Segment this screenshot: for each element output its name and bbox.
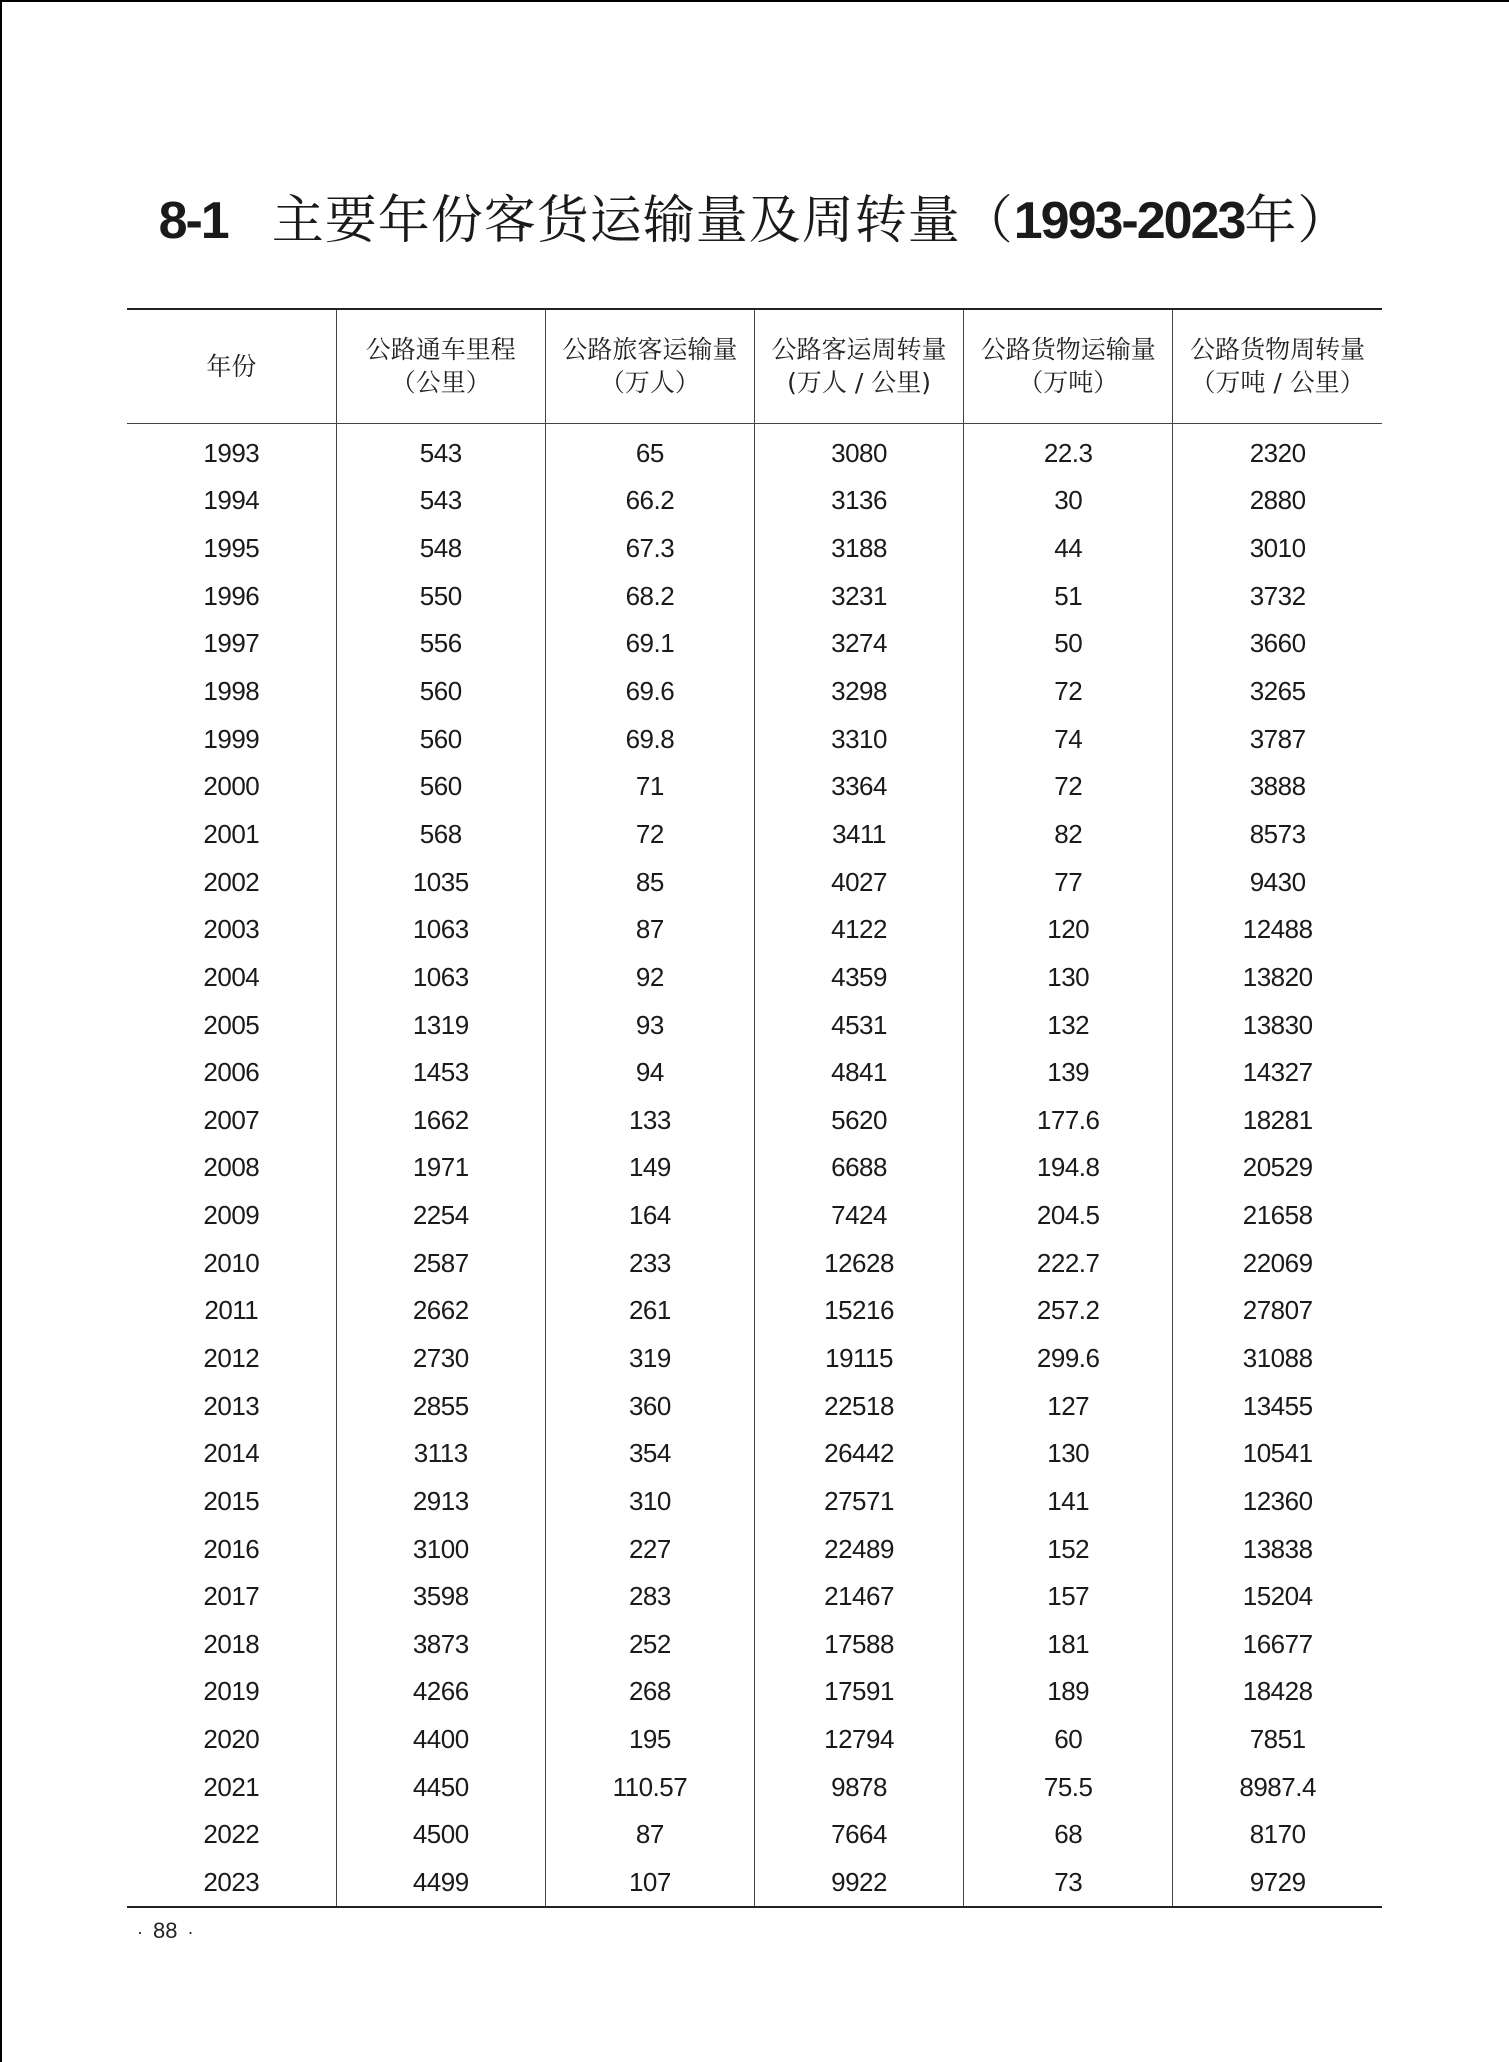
data-table: [127, 308, 1382, 1908]
table-row: [127, 668, 1382, 716]
table-row: [127, 858, 1382, 906]
table-cell: 1319: [336, 1001, 545, 1049]
table-cell: 17588: [754, 1621, 963, 1669]
table-cell: 72: [964, 763, 1173, 811]
table-cell: 3298: [754, 668, 963, 716]
table-cell: 120: [964, 906, 1173, 954]
table-cell: 44: [964, 525, 1173, 573]
table-cell: 69.6: [545, 668, 754, 716]
table-cell: 15204: [1173, 1573, 1382, 1621]
table-cell: 2913: [336, 1478, 545, 1526]
table-cell: 72: [964, 668, 1173, 716]
table-cell: 13838: [1173, 1525, 1382, 1573]
table-cell: 69.8: [545, 715, 754, 763]
table-cell: 12794: [754, 1716, 963, 1764]
table-cell: 1662: [336, 1096, 545, 1144]
table-cell: 177.6: [964, 1096, 1173, 1144]
table-row: [127, 1621, 1382, 1669]
year-cell: 2017: [203, 1581, 260, 1612]
table-cell: 3873: [336, 1621, 545, 1669]
table-cell: 27807: [1173, 1287, 1382, 1335]
column-header: [1173, 309, 1382, 423]
year-cell: 2006: [203, 1057, 260, 1088]
year-cell: 2012: [203, 1342, 260, 1373]
table-cell: 152: [964, 1525, 1173, 1573]
table-cell: 139: [964, 1049, 1173, 1097]
year-cell: 2005: [203, 1009, 260, 1040]
year-cell: 2020: [203, 1724, 260, 1755]
year-cell: 1999: [203, 723, 260, 754]
table-cell: 75.5: [964, 1763, 1173, 1811]
table-cell: 1035: [336, 858, 545, 906]
table-cell: 15216: [754, 1287, 963, 1335]
year-cell: 2004: [203, 961, 260, 992]
table-cell: 8573: [1173, 811, 1382, 859]
table-row: [127, 1763, 1382, 1811]
table-cell: 1063: [336, 954, 545, 1002]
table-body: [127, 423, 1382, 1907]
table-cell: 149: [545, 1144, 754, 1192]
table-cell: 22489: [754, 1525, 963, 1573]
table-cell: 77: [964, 858, 1173, 906]
table-cell: 60: [964, 1716, 1173, 1764]
column-header: [754, 309, 963, 423]
table-cell: 92: [545, 954, 754, 1002]
table-cell: 194.8: [964, 1144, 1173, 1192]
table-cell: 71: [545, 763, 754, 811]
table-row: [127, 763, 1382, 811]
title-years: 1993-2023: [1013, 192, 1245, 250]
table-cell: 181: [964, 1621, 1173, 1669]
table-cell: 543: [336, 423, 545, 477]
table-cell: 548: [336, 525, 545, 573]
table-cell: 82: [964, 811, 1173, 859]
table-cell: 233: [545, 1239, 754, 1287]
column-header: [545, 309, 754, 423]
table-cell: 354: [545, 1430, 754, 1478]
table-cell: 3660: [1173, 620, 1382, 668]
table-cell: 164: [545, 1192, 754, 1240]
column-header-title: 公路货物周转量: [1190, 335, 1366, 365]
table-cell: 543: [336, 477, 545, 525]
table-cell: 22518: [754, 1382, 963, 1430]
column-header-unit: (万人 / 公里): [787, 368, 931, 398]
table-row: [127, 525, 1382, 573]
table-cell: 4359: [754, 954, 963, 1002]
table-cell: 13830: [1173, 1001, 1382, 1049]
table-row: [127, 1001, 1382, 1049]
table-cell: 12360: [1173, 1478, 1382, 1526]
table-cell: 50: [964, 620, 1173, 668]
table-cell: 73: [964, 1859, 1173, 1908]
table-cell: 67.3: [545, 525, 754, 573]
footer-dot-left: ·: [137, 1922, 143, 1942]
table-header: [127, 309, 1382, 423]
table-cell: 21467: [754, 1573, 963, 1621]
table-cell: 227: [545, 1525, 754, 1573]
table-cell: 3010: [1173, 525, 1382, 573]
table-cell: 3231: [754, 572, 963, 620]
table-cell: 360: [545, 1382, 754, 1430]
table-row: [127, 477, 1382, 525]
table-cell: 2662: [336, 1287, 545, 1335]
table-cell: 141: [964, 1478, 1173, 1526]
column-header-unit: （万吨）: [1018, 368, 1119, 398]
table-cell: 299.6: [964, 1335, 1173, 1383]
table-cell: 12628: [754, 1239, 963, 1287]
table-cell: 69.1: [545, 620, 754, 668]
table-cell: 130: [964, 954, 1173, 1002]
page-title: [0, 178, 1509, 253]
table-cell: 18281: [1173, 1096, 1382, 1144]
table-row: [127, 1144, 1382, 1192]
table-cell: 189: [964, 1668, 1173, 1716]
table-cell: 87: [545, 1811, 754, 1859]
table-cell: 7424: [754, 1192, 963, 1240]
year-cell: 2015: [203, 1485, 260, 1516]
table-row: [127, 954, 1382, 1002]
table-row: [127, 1287, 1382, 1335]
table-row: [127, 1716, 1382, 1764]
table-cell: 4500: [336, 1811, 545, 1859]
table-cell: 31088: [1173, 1335, 1382, 1383]
table-row: [127, 1239, 1382, 1287]
table-cell: 7851: [1173, 1716, 1382, 1764]
table-cell: 74: [964, 715, 1173, 763]
table-cell: 222.7: [964, 1239, 1173, 1287]
table-cell: 51: [964, 572, 1173, 620]
year-cell: 1998: [203, 676, 260, 707]
table-cell: 550: [336, 572, 545, 620]
table-cell: 66.2: [545, 477, 754, 525]
table-cell: 72: [545, 811, 754, 859]
table-cell: 9922: [754, 1859, 963, 1908]
table-cell: 4531: [754, 1001, 963, 1049]
table-cell: 110.57: [545, 1763, 754, 1811]
table-cell: 5620: [754, 1096, 963, 1144]
table-cell: 8987.4: [1173, 1763, 1382, 1811]
year-cell: 2023: [203, 1867, 260, 1898]
title-suffix: 年）: [1244, 191, 1351, 251]
table-row: [127, 1382, 1382, 1430]
year-cell: 2019: [203, 1676, 260, 1707]
table-cell: 21658: [1173, 1192, 1382, 1240]
year-cell: 2014: [203, 1438, 260, 1469]
year-cell: 2021: [203, 1771, 260, 1802]
page-footer: [127, 1918, 203, 1944]
column-header-unit: （万吨 / 公里）: [1190, 368, 1365, 398]
table-cell: 568: [336, 811, 545, 859]
table-cell: 257.2: [964, 1287, 1173, 1335]
table-cell: 16677: [1173, 1621, 1382, 1669]
column-header-title: 公路客运周转量: [771, 335, 947, 365]
table-row: [127, 1096, 1382, 1144]
table-cell: 7664: [754, 1811, 963, 1859]
table-row: [127, 1192, 1382, 1240]
table-cell: 2880: [1173, 477, 1382, 525]
table-cell: 17591: [754, 1668, 963, 1716]
table-row: [127, 423, 1382, 477]
year-cell: 2009: [203, 1200, 260, 1231]
table-cell: 132: [964, 1001, 1173, 1049]
table-cell: 319: [545, 1335, 754, 1383]
table-cell: 3364: [754, 763, 963, 811]
table-row: [127, 906, 1382, 954]
table-cell: 560: [336, 763, 545, 811]
table-row: [127, 1573, 1382, 1621]
column-header: [964, 309, 1173, 423]
table-cell: 65: [545, 423, 754, 477]
table-cell: 8170: [1173, 1811, 1382, 1859]
table-cell: 9430: [1173, 858, 1382, 906]
table-cell: 18428: [1173, 1668, 1382, 1716]
table-cell: 107: [545, 1859, 754, 1908]
table-cell: 204.5: [964, 1192, 1173, 1240]
year-cell: 2011: [204, 1295, 259, 1326]
table-cell: 94: [545, 1049, 754, 1097]
table-cell: 3080: [754, 423, 963, 477]
table-cell: 14327: [1173, 1049, 1382, 1097]
table-cell: 22.3: [964, 423, 1173, 477]
table-cell: 3188: [754, 525, 963, 573]
table-cell: 1971: [336, 1144, 545, 1192]
year-cell: 1993: [203, 437, 260, 468]
table-cell: 4122: [754, 906, 963, 954]
table-cell: 2855: [336, 1382, 545, 1430]
table-cell: 3598: [336, 1573, 545, 1621]
table-row: [127, 1811, 1382, 1859]
table-row: [127, 1525, 1382, 1573]
column-header-unit: （公里）: [390, 368, 491, 398]
table-cell: 9729: [1173, 1859, 1382, 1908]
table-cell: 3100: [336, 1525, 545, 1573]
table-cell: 4266: [336, 1668, 545, 1716]
table-cell: 2730: [336, 1335, 545, 1383]
table-cell: 268: [545, 1668, 754, 1716]
table-cell: 3888: [1173, 763, 1382, 811]
table-row: [127, 715, 1382, 763]
table-cell: 2587: [336, 1239, 545, 1287]
year-cell: 2007: [203, 1104, 260, 1135]
table-cell: 87: [545, 906, 754, 954]
table-cell: 68: [964, 1811, 1173, 1859]
table-cell: 3411: [754, 811, 963, 859]
table-cell: 261: [545, 1287, 754, 1335]
column-header-title: 公路货物运输量: [980, 335, 1156, 365]
table-cell: 26442: [754, 1430, 963, 1478]
table-row: [127, 620, 1382, 668]
table-cell: 2254: [336, 1192, 545, 1240]
year-cell: 2000: [203, 771, 260, 802]
year-cell: 2018: [203, 1628, 260, 1659]
table-cell: 1453: [336, 1049, 545, 1097]
table-cell: 12488: [1173, 906, 1382, 954]
year-cell: 1996: [203, 580, 260, 611]
table-cell: 4499: [336, 1859, 545, 1908]
year-cell: 2001: [203, 818, 260, 849]
column-header: [127, 309, 336, 423]
table-cell: 133: [545, 1096, 754, 1144]
year-cell: 1997: [203, 628, 260, 659]
table-cell: 3136: [754, 477, 963, 525]
table-cell: 3113: [336, 1430, 545, 1478]
table-cell: 4841: [754, 1049, 963, 1097]
table-row: [127, 1335, 1382, 1383]
table-cell: 3732: [1173, 572, 1382, 620]
table-cell: 22069: [1173, 1239, 1382, 1287]
column-header: [336, 309, 545, 423]
table-cell: 130: [964, 1430, 1173, 1478]
year-cell: 2002: [203, 866, 260, 897]
year-cell: 1994: [203, 485, 260, 516]
table-cell: 560: [336, 715, 545, 763]
year-cell: 2016: [203, 1533, 260, 1564]
table-row: [127, 1478, 1382, 1526]
table-cell: 3274: [754, 620, 963, 668]
table-cell: 283: [545, 1573, 754, 1621]
table-cell: 10541: [1173, 1430, 1382, 1478]
table-row: [127, 1859, 1382, 1908]
table-cell: 556: [336, 620, 545, 668]
year-cell: 1995: [203, 533, 260, 564]
column-header-title: 公路旅客运输量: [562, 335, 738, 365]
table-row: [127, 811, 1382, 859]
table-cell: 3310: [754, 715, 963, 763]
table-cell: 157: [964, 1573, 1173, 1621]
table-cell: 68.2: [545, 572, 754, 620]
year-cell: 2008: [203, 1152, 260, 1183]
header-row: [127, 309, 1382, 423]
table-cell: 2320: [1173, 423, 1382, 477]
table-cell: 4450: [336, 1763, 545, 1811]
table-cell: 93: [545, 1001, 754, 1049]
footer-dot-right: ·: [187, 1922, 194, 1942]
table-cell: 27571: [754, 1478, 963, 1526]
table-cell: 85: [545, 858, 754, 906]
year-cell: 2013: [203, 1390, 260, 1421]
table-cell: 252: [545, 1621, 754, 1669]
table-row: [127, 1430, 1382, 1478]
table-cell: 195: [545, 1716, 754, 1764]
table-row: [127, 572, 1382, 620]
table-cell: 127: [964, 1382, 1173, 1430]
column-header-title: 年份: [206, 351, 257, 381]
table-row: [127, 1049, 1382, 1097]
year-cell: 2010: [203, 1247, 260, 1278]
year-cell: 2003: [203, 914, 260, 945]
table-cell: 19115: [754, 1335, 963, 1383]
title-text: 主要年份客货运输量及周转量（: [271, 191, 1014, 251]
page-number: 88: [153, 1918, 178, 1943]
column-header-title: 公路通车里程: [365, 335, 516, 365]
table-cell: 30: [964, 477, 1173, 525]
table-number: 8-1: [158, 192, 228, 250]
table-cell: 1063: [336, 906, 545, 954]
table-cell: 310: [545, 1478, 754, 1526]
year-cell: 2022: [203, 1819, 260, 1850]
column-header-unit: （万人）: [599, 368, 700, 398]
table-cell: 4027: [754, 858, 963, 906]
table-cell: 560: [336, 668, 545, 716]
table-cell: 3787: [1173, 715, 1382, 763]
data-table-container: [127, 308, 1382, 1908]
table-cell: 13820: [1173, 954, 1382, 1002]
table-cell: 4400: [336, 1716, 545, 1764]
table-cell: 20529: [1173, 1144, 1382, 1192]
table-cell: 3265: [1173, 668, 1382, 716]
table-cell: 9878: [754, 1763, 963, 1811]
table-row: [127, 1668, 1382, 1716]
table-cell: 6688: [754, 1144, 963, 1192]
table-cell: 13455: [1173, 1382, 1382, 1430]
